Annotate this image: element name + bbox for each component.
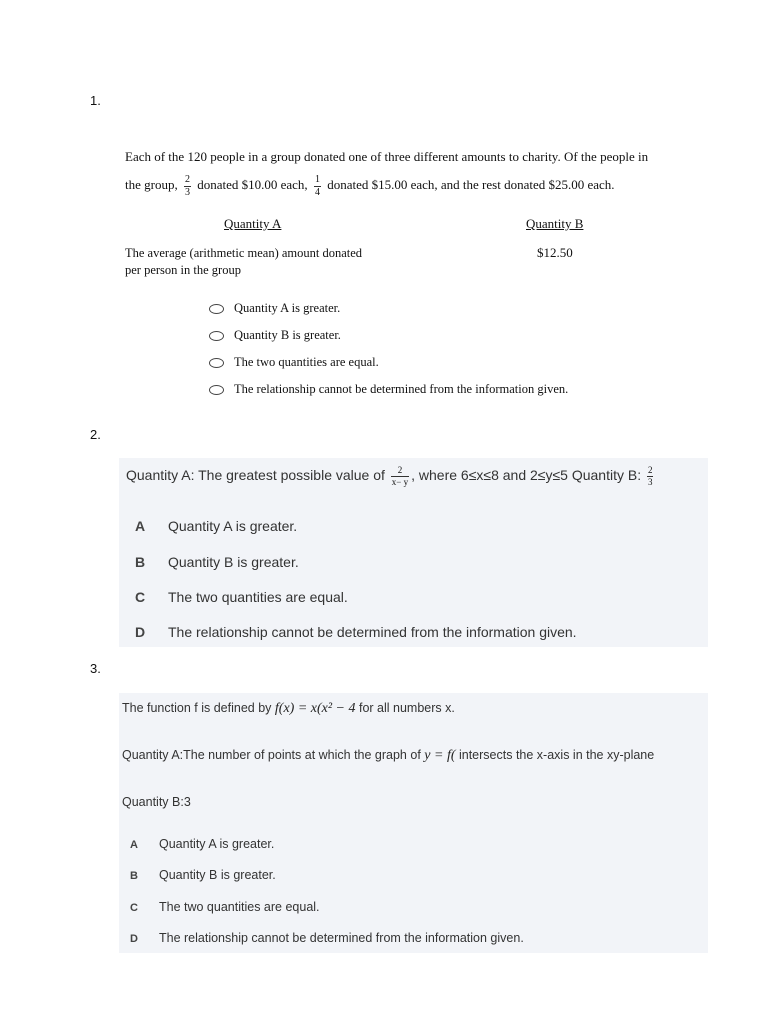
q3-choice-a[interactable]: A Quantity A is greater. <box>130 837 275 851</box>
quantity-b-heading: Quantity B <box>526 216 584 231</box>
q3-panel <box>119 693 708 953</box>
q1-option-b[interactable]: Quantity B is greater. <box>209 328 341 343</box>
q3-quantity-a: Quantity A:The number of points at which the graph of y = f( intersects the x-axis in the xy-plane <box>122 748 655 763</box>
q2-choice-d[interactable]: D The relationship cannot be determined from the information given. <box>135 624 577 640</box>
q1-option-c[interactable]: The two quantities are equal. <box>209 355 379 370</box>
q1-stem <box>125 143 705 199</box>
question-number-3: 3. <box>90 661 101 676</box>
fraction-two-thirds: $\frac{2}{3}$ <box>647 465 653 487</box>
fraction-2-over-x-minus-y: $\frac{2}{x- y}$ <box>391 465 409 487</box>
q2-stem: Quantity A: The greatest possible value of $\frac{2}{x- y}$ , where 6≤x≤8 and 2≤y≤5 Quantity B: $\frac{2}{3}$ <box>126 465 653 487</box>
q3-choice-d[interactable]: D The relationship cannot be determined from the information given. <box>130 931 524 945</box>
fraction-one-quarter: $\frac{1}{4}$ <box>314 173 320 198</box>
fraction-two-thirds: $\frac{2}{3}$ <box>184 173 190 198</box>
q3-function-definition: The function f is defined by f(x) = x(x² − 4 for all numbers x. <box>122 701 455 716</box>
radio-oval-icon[interactable] <box>209 304 224 314</box>
quantity-a-heading: Quantity A <box>224 216 282 231</box>
q3-choice-c[interactable]: C The two quantities are equal. <box>130 900 320 914</box>
q2-choice-c[interactable]: C The two quantities are equal. <box>135 589 348 605</box>
quantity-a-text: The average (arithmetic mean) amount donated per person in the group <box>125 246 363 277</box>
q1-stem-line1: Each of the 120 people in a group donated one of three different amounts to charity. Of the people in <box>125 149 649 164</box>
q3-choice-b[interactable]: B Quantity B is greater. <box>130 868 276 882</box>
q2-choice-a[interactable]: A Quantity A is greater. <box>135 518 298 534</box>
radio-oval-icon[interactable] <box>209 358 224 368</box>
radio-oval-icon[interactable] <box>209 331 224 341</box>
question-number-1: 1. <box>90 93 101 108</box>
q2-choice-b[interactable]: B Quantity B is greater. <box>135 554 299 570</box>
radio-oval-icon[interactable] <box>209 385 224 395</box>
q1-option-a[interactable]: Quantity A is greater. <box>209 301 340 316</box>
q1-option-d[interactable]: The relationship cannot be determined from the information given. <box>209 382 568 397</box>
q3-quantity-b: Quantity B:3 <box>122 795 191 809</box>
quantity-b-value: $12.50 <box>537 245 573 260</box>
q1-stem-line2: the group, $\frac{2}{3}$ donated $10.00 each, $\frac{1}{4}$ donated $15.00 each, and the rest donated $25.00 each. <box>125 173 615 198</box>
question-number-2: 2. <box>90 427 101 442</box>
q2-panel <box>119 458 708 647</box>
